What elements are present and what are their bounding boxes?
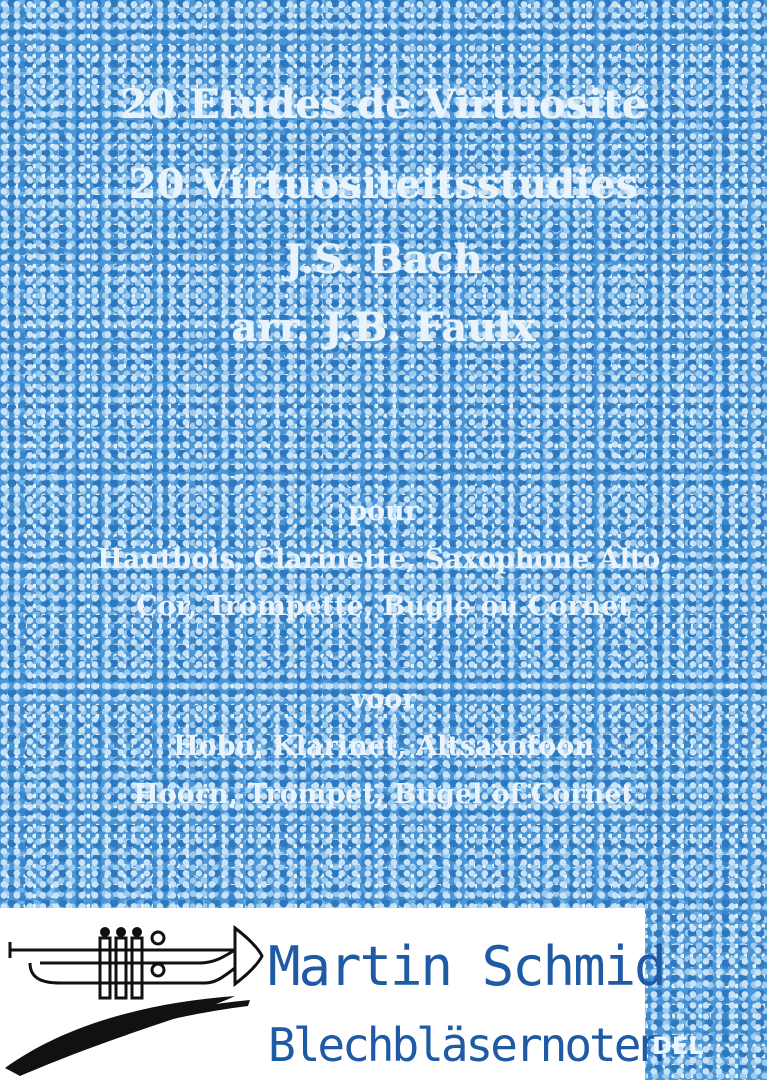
title-dutch: 20 Virtuositeitsstudies — [128, 161, 639, 208]
title-french: 20 Etudes de Virtuosité — [119, 81, 648, 128]
arranger: arr. J.B. Faulx — [231, 304, 536, 351]
pour-label: pour — [348, 496, 419, 527]
trumpet-icon — [0, 908, 280, 1080]
voor-label: voor — [350, 684, 417, 715]
instruments-french-line-1: Hautbois, Clarinette, Saxophone Alto, — [97, 544, 670, 575]
instruments-dutch-line-1: Hobo, Klarinet, Altsaxofoon — [173, 731, 594, 762]
instruments-french-line-2: Cor, Trompette, Bugle ou Cornet — [136, 591, 631, 622]
brand-name: Martin Schmid — [268, 935, 665, 998]
composer: J.S. Bach — [284, 236, 483, 283]
brand-subtitle: Blechbläsernoten — [268, 1018, 664, 1072]
instruments-dutch-line-2: Hoorn, Trompet, Bugel of Cornet — [133, 779, 634, 810]
publisher-mark: DEL — [652, 1032, 704, 1060]
